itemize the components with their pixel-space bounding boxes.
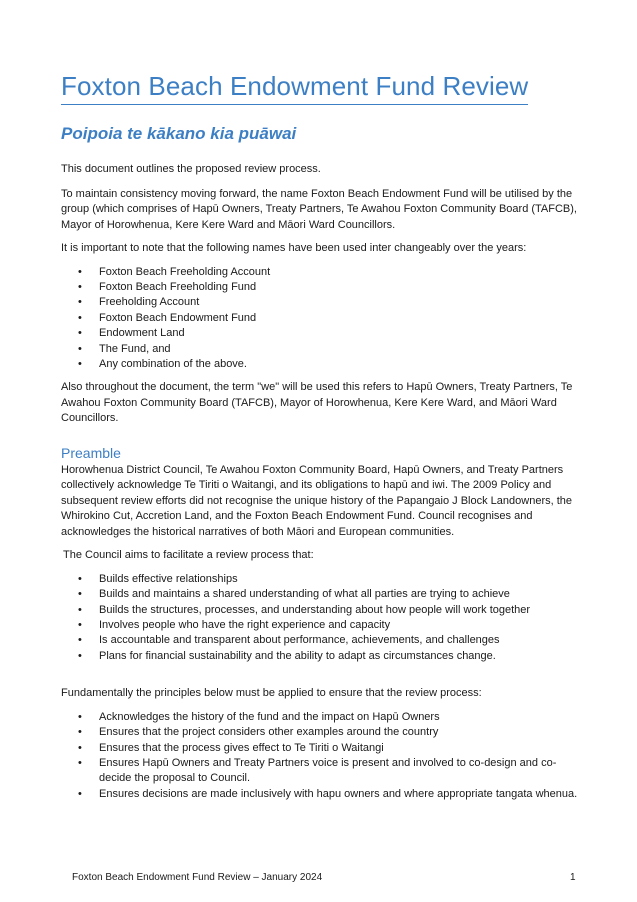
bullet-icon: •: [78, 280, 82, 293]
list-item: • Builds effective relationships: [61, 572, 581, 587]
list-item: • Ensures that the project considers other examples around the country: [61, 725, 581, 740]
list-item: • Ensures that the process gives effect to Te Tiriti o Waitangi: [61, 741, 581, 756]
list-item: • Foxton Beach Freeholding Account: [61, 265, 581, 280]
principles-list: [61, 710, 581, 802]
list-item: • Foxton Beach Freeholding Fund: [61, 280, 581, 295]
list-item: • Any combination of the above.: [61, 357, 581, 372]
list-item: • Involves people who have the right experience and capacity: [61, 618, 581, 633]
bullet-icon: •: [78, 741, 82, 754]
bullet-icon: •: [78, 342, 82, 355]
list-item: • Ensures decisions are made inclusively with hapu owners and where appropriate tangata whenua.: [61, 787, 581, 802]
intro-paragraph: This document outlines the proposed review process.: [61, 163, 321, 175]
list-item: • Acknowledges the history of the fund and the impact on Hapū Owners: [61, 710, 581, 725]
bullet-icon: •: [78, 649, 82, 662]
preamble-heading: Preamble: [61, 444, 121, 461]
document-subtitle: Poipoia te kākano kia puāwai: [61, 124, 297, 143]
aims-list: [61, 572, 581, 664]
bullet-icon: •: [78, 619, 82, 632]
list-item: • Foxton Beach Endowment Fund: [61, 311, 581, 326]
names-list: [61, 265, 581, 373]
aims-intro-paragraph: The Council aims to facilitate a review process that:: [63, 549, 314, 562]
list-item: • Endowment Land: [61, 326, 581, 341]
list-item: • Builds the structures, processes, and understanding about how people will work together: [61, 603, 581, 618]
list-item: • The Fund, and: [61, 342, 581, 357]
principles-intro-paragraph: Fundamentally the principles below must be applied to ensure that the review process:: [61, 687, 482, 700]
page-footer-text: Foxton Beach Endowment Fund Review – January 2024: [72, 872, 323, 883]
bullet-icon: •: [78, 787, 82, 800]
list-item: • Ensures Hapū Owners and Treaty Partners voice is present and involved to co-design and co-decide the proposal to Council.: [78, 757, 557, 785]
names-intro-paragraph: It is important to note that the following names have been used inter changeably over the years:: [61, 242, 527, 254]
bullet-icon: •: [78, 327, 82, 340]
bullet-icon: •: [78, 265, 82, 278]
bullet-icon: •: [78, 296, 82, 309]
bullet-icon: •: [78, 634, 82, 647]
document-body: [61, 70, 581, 802]
document-title: Foxton Beach Endowment Fund Review: [61, 70, 528, 105]
we-definition-paragraph: Also throughout the document, the term "we" will be used this refers to Hapū Owners, Treaty Partners, Te Awahou Foxton Community Board (TAFCB), Mayor of Horowhenua, Kere Kere Ward, and Māori Ward Councillors.: [61, 381, 573, 425]
bullet-icon: •: [78, 588, 82, 601]
bullet-icon: •: [78, 603, 82, 616]
bullet-icon: •: [78, 710, 82, 723]
page-number: 1: [570, 872, 576, 883]
bullet-icon: •: [78, 572, 82, 585]
bullet-icon: •: [78, 357, 82, 370]
bullet-icon: •: [78, 726, 82, 739]
bullet-icon: •: [78, 311, 82, 324]
bullet-icon: •: [78, 757, 82, 769]
preamble-paragraph: Horowhenua District Council, Te Awahou Foxton Community Board, Hapū Owners, and Treaty Partners collectively acknowledge Te Tiriti o Waitangi, and its obligations to hapū and iwi. The 2009 Policy and subsequent review efforts did not recognise the unique history of the Papangaio J Block Landowners, the Whirokino Cut, Accretion Land, and the Foxton Beach Endowment Fund. Council recognises and acknowledges the historical narratives of both Māori and European communities.: [61, 463, 573, 538]
consistency-paragraph: To maintain consistency moving forward, the name Foxton Beach Endowment Fund will be utilised by the group (which comprises of Hapū Owners, Treaty Partners, Te Awahou Foxton Community Board (TAFCB), Mayor of Horowhenua, Kere Kere Ward and Māori Ward Councillors.: [61, 187, 577, 231]
list-item: • Is accountable and transparent about performance, achievements, and challenges: [61, 633, 581, 648]
list-item: • Freeholding Account: [61, 295, 581, 310]
list-item: • Plans for financial sustainability and the ability to adapt as circumstances change.: [61, 649, 581, 664]
list-item: • Builds and maintains a shared understanding of what all parties are trying to achieve: [61, 587, 581, 602]
